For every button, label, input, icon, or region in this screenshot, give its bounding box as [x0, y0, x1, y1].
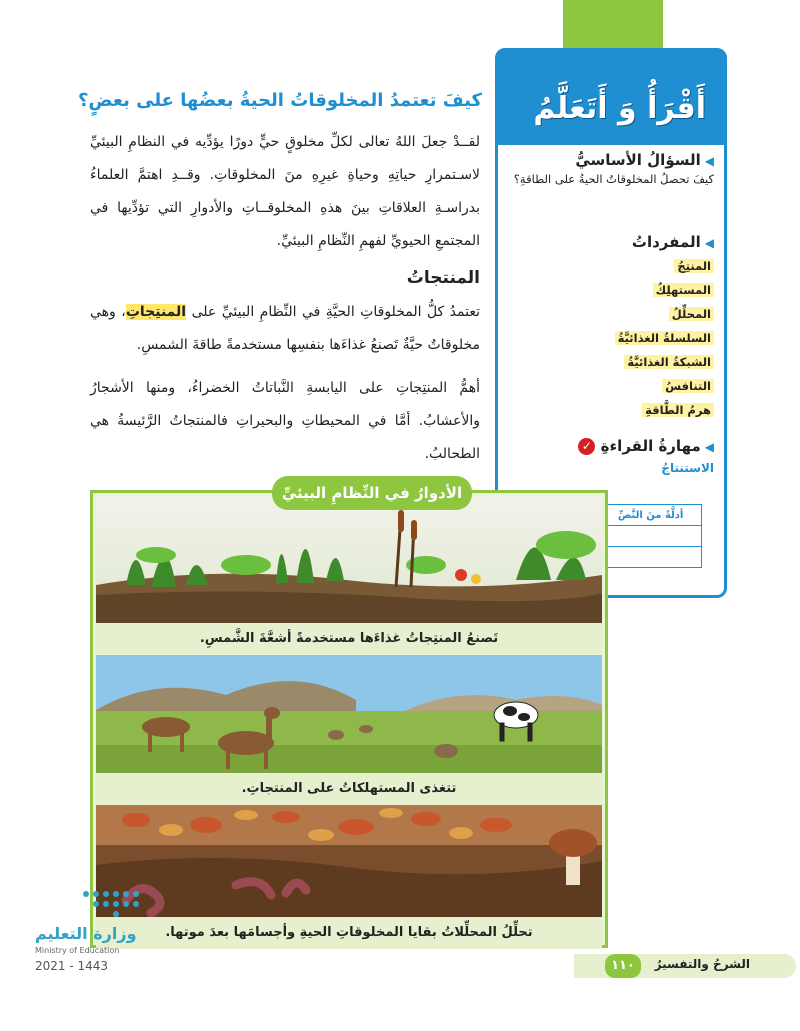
producers-text-a: تعتمدُ كلُّ المخلوقاتِ الحيَّةِ في النِّظامِ البيئيِّ على: [186, 304, 481, 320]
page-number: ١١٠: [605, 954, 641, 978]
essential-question-heading: السؤالُ الأساسيُّ: [575, 151, 701, 169]
producers-heading: المنتجاتُ: [406, 268, 480, 288]
check-icon: ✓: [578, 438, 595, 455]
roles-caption: تحلِّلُ المحلِّلاتُ بقايا المخلوقاتِ الحيةِ وأجسامَها بعدَ موتها.: [96, 917, 602, 949]
footer-section-label: الشرحُ والتفسيرُ: [654, 957, 750, 971]
vocab-item: التنافسُ: [662, 379, 714, 393]
vocab-item: السلسلةُ الغذائيَّةُ: [615, 331, 714, 345]
organizer-header: أدلَّةٌ منَ النَّصِّ: [600, 505, 702, 526]
consumers-illustration: [96, 655, 602, 773]
vocab-item: المحلِّلُ: [669, 307, 714, 321]
highlighted-term: المنتِجاتِ: [125, 304, 187, 320]
triangle-icon: ◀: [704, 236, 714, 250]
roles-caption: تَصنعُ المنتِجاتُ غذاءَها مستخدمةً أشعَّةَ الشَّمسِ.: [96, 623, 602, 655]
roles-tab-title: الأدوارُ في النِّظامِ البيئيِّ: [272, 476, 472, 510]
roles-caption: تتغذى المستهلكاتُ على المنتجاتِ.: [96, 773, 602, 805]
vocabulary-section: [509, 233, 714, 423]
reading-skill: الاستنتاجُ: [661, 461, 714, 475]
decomposers-illustration: [96, 805, 602, 917]
sidebar-title: أَقْرَأُ وَ أَتَعَلَّمُ: [533, 91, 706, 126]
organizer-cell: [600, 547, 702, 568]
triangle-icon: ◀: [704, 440, 714, 454]
triangle-icon: ◀: [704, 154, 714, 168]
ministry-name-en: Ministry of Education: [35, 946, 120, 955]
page-title: كيفَ تعتمدُ المخلوقاتُ الحيةُ بعضُها على بعضٍ؟: [77, 90, 482, 111]
vocab-item: المنتِجُ: [674, 259, 714, 273]
vocabulary-heading: المفرداتُ: [631, 233, 701, 251]
producers-illustration: [96, 495, 602, 623]
producers-paragraph-2: أهمُّ المنتِجاتِ على اليابسةِ النَّباتاتُ الخضراءُ، ومنها الأشجارُ والأعشابُ. أمَّا في المحيطاتِ والبحيراتِ فالمنتجاتُ الرَّئيسةُ هي الطحالبُ.: [90, 380, 480, 462]
vocab-item: المستهلِكُ: [653, 283, 714, 297]
organizer-cell: [600, 526, 702, 547]
ministry-name-ar: وزارة التعليم: [35, 924, 137, 943]
producers-text-b: ، وهي مخلوقاتٌ حيَّةٌ تَصنعُ غذاءَها بنفسِها مستخدمةً طاقةَ الشمسِ.: [90, 304, 480, 353]
essential-question: [509, 151, 714, 189]
reading-skill-heading: مهارةُ القراءةِ: [600, 437, 701, 455]
vocab-item: الشبكةُ الغذائيَّةُ: [624, 355, 714, 369]
ministry-logo-dots: [80, 888, 150, 918]
roles-figure: [90, 490, 608, 948]
vocab-item: هرمُ الطَّاقةِ: [642, 403, 714, 417]
essential-question-text: كيفَ تحصلُ المخلوقاتُ الحيةُ على الطاقةِ؟: [513, 172, 714, 186]
reading-skill-section: [509, 437, 714, 475]
year-label: 2021 - 1443: [35, 959, 109, 973]
intro-paragraph: لقــدْ جعلَ اللهُ تعالى لكلِّ مخلوقٍ حيٍّ دورًا يؤدِّيه في النظامِ البيئيِّ لاسـتمرارِ حياتِهِ وحياةِ غيرِهِ منَ المخلوقاتِ. وقــدِ اهتمَّ العلماءُ بدراسـةِ العلاقاتِ بينَ هذهِ المخلوقــاتِ والأدوارِ التي تؤدِّيها في المجتمعِ الحيويِّ لفهمِ النِّظامِ البيئيِّ.: [90, 134, 480, 249]
producers-paragraph-1: [90, 296, 480, 362]
